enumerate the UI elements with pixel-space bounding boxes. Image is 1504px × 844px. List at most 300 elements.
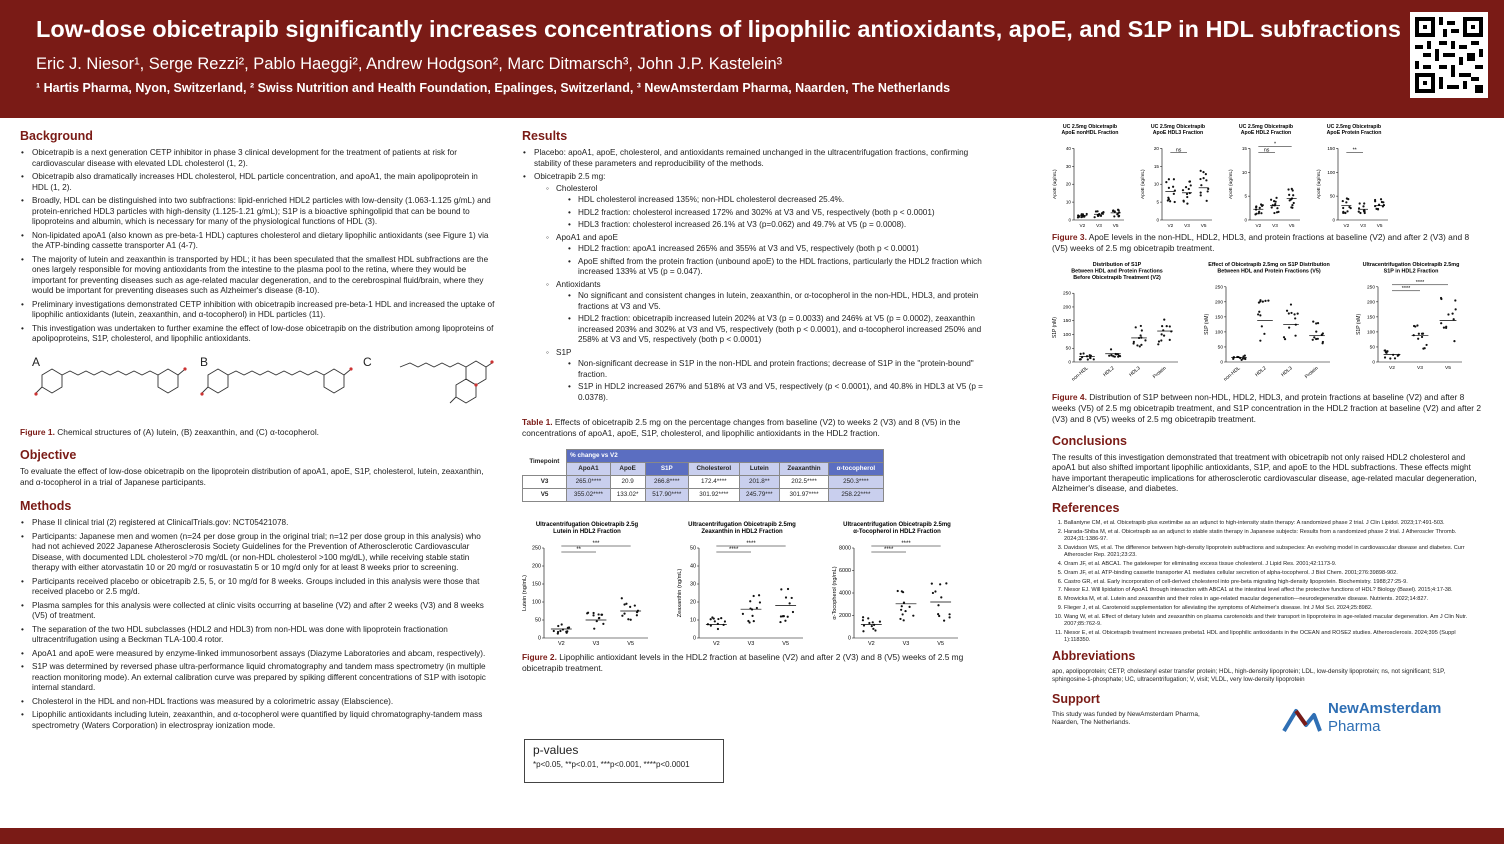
results-heading: Results	[522, 129, 568, 143]
data-point	[1292, 194, 1294, 196]
data-point	[862, 630, 864, 632]
y-tick-label: 10	[1241, 169, 1247, 175]
data-point	[1454, 299, 1456, 301]
data-point	[1112, 355, 1114, 357]
y-tick-label: 150	[1327, 145, 1335, 151]
data-point	[1110, 354, 1112, 356]
significance-label: ****	[1401, 285, 1411, 292]
y-tick-label: 30	[1065, 163, 1071, 169]
x-tick-label: V3	[592, 641, 600, 648]
data-point	[937, 613, 939, 615]
data-point	[1389, 357, 1391, 359]
y-tick-label: 0	[538, 635, 541, 642]
figure-1-caption	[20, 427, 496, 438]
y-axis-label: Lutein (ng/mL)	[522, 574, 528, 612]
data-point	[1080, 353, 1082, 355]
data-point	[943, 620, 945, 622]
data-point	[1418, 332, 1420, 334]
data-point	[1244, 354, 1246, 356]
table-1-cell: 258.22****	[828, 488, 883, 501]
data-point	[1118, 215, 1120, 217]
table-1-timepoint: V5	[523, 488, 567, 501]
data-point	[948, 616, 950, 618]
data-point	[634, 605, 636, 607]
table-1-caption-label: Table 1.	[522, 417, 553, 427]
table-1-span-header: % change vs V2	[567, 449, 884, 462]
methods-list	[20, 518, 496, 731]
data-point	[1190, 184, 1192, 186]
data-point	[783, 615, 785, 617]
results-group	[546, 348, 992, 404]
results-group-items	[568, 244, 992, 278]
chart-title: ApoE HDL3 Fraction	[1152, 130, 1204, 137]
data-point	[780, 588, 782, 590]
y-tick-label: 15	[1153, 163, 1159, 169]
data-point	[596, 620, 598, 622]
data-point	[1342, 207, 1344, 209]
data-point	[937, 604, 939, 606]
results-item: • Non-significant decrease in S1P in the non-HDL and protein fractions; decrease of S1P in the "protein-bound" fraction.	[568, 359, 992, 380]
data-point	[1275, 197, 1277, 199]
y-tick-label: 5	[1156, 199, 1159, 205]
data-point	[872, 621, 874, 623]
data-point	[1203, 177, 1205, 179]
data-point	[1259, 339, 1261, 341]
data-point	[1108, 354, 1110, 356]
data-point	[1262, 300, 1264, 302]
data-point	[940, 596, 942, 598]
methods-bullet: • Cholesterol in the HDL and non-HDL fractions was measured by a colorimetric assay (Elabscience).	[20, 697, 496, 708]
y-tick-label: 20	[1153, 145, 1159, 151]
data-point	[791, 597, 793, 599]
results-group-items	[568, 359, 992, 403]
y-tick-label: 6000	[839, 568, 851, 575]
data-point	[879, 621, 881, 623]
data-point	[1094, 216, 1096, 218]
x-tick-label: V3	[902, 641, 910, 648]
data-point	[1322, 341, 1324, 343]
y-tick-label: 20	[690, 599, 696, 606]
data-point	[1348, 206, 1350, 208]
chart-title: ApoE nonHDL Fraction	[1061, 130, 1119, 137]
methods-bullet: • Plasma samples for this analysis were collected at clinic visits occurring at baseline (V2) and after 2 weeks (V3) and 8 weeks (V5) of treatment.	[20, 601, 496, 622]
data-point	[1161, 333, 1163, 335]
data-point	[1261, 205, 1263, 207]
data-point	[785, 596, 787, 598]
objective-heading: Objective	[20, 448, 77, 463]
data-point	[1261, 325, 1263, 327]
data-point	[1315, 322, 1317, 324]
figure-4-caption	[1052, 392, 1482, 425]
table-1-cell: 250.3****	[828, 475, 883, 488]
x-tick-label: V5	[1376, 223, 1383, 228]
x-tick-label: V5	[782, 641, 790, 648]
data-point	[1317, 338, 1319, 340]
chart-title: Ultracentrifugation Obicetrapib 2.5mg	[688, 522, 796, 529]
results-item: • HDL3 fraction: cholesterol increased 26.1% at V3 (p=0.062) and 49.7% at V5 (p = 0.0008).	[568, 220, 992, 231]
data-point	[1421, 336, 1423, 338]
data-point	[1173, 178, 1175, 180]
chemical-structures-icon	[20, 353, 496, 423]
table-1-column-header: Lutein	[739, 462, 780, 475]
chart-title: Before Obicetrapib Treatment (V2)	[1073, 274, 1161, 281]
data-point	[903, 602, 905, 604]
y-tick-label: 0	[848, 635, 851, 642]
data-point	[1174, 201, 1176, 203]
table-1-cell: 517.90****	[645, 488, 689, 501]
data-point	[1359, 202, 1361, 204]
data-point	[717, 628, 719, 630]
y-tick-label: 10	[1065, 199, 1071, 205]
affiliation-list: ¹ Hartis Pharma, Nyon, Switzerland, ² Swiss Nutrition and Health Foundation, Epalinges, Switzerland, ³ NewAmsterdam Pharma, Naarden, The Netherlands	[36, 81, 951, 95]
results-item: • HDL2 fraction: obicetrapib increased lutein 202% at V3 (p = 0.0033) and 246% at V5 (p = 0.0002), zeaxanthin increased 203% and 302% at V3 and V5, respectively (both p < 0.0001), and α-tocopherol increased 250% and 258% at V3 and V5, respectively (both p < 0.0001)	[568, 314, 992, 346]
data-point	[1258, 301, 1260, 303]
data-point	[621, 615, 623, 617]
y-axis-label: ApoE (ug/mL)	[1317, 169, 1322, 200]
background-bullet: • This investigation was undertaken to further examine the effect of low-dose obicetrapib on the distribution among lipoproteins of apolipoproteins, S1P, cholesterol, and lipophilic antioxidants.	[20, 324, 496, 345]
data-point	[1453, 340, 1455, 342]
p-values-text: *p<0.05, **p<0.01, ***p<0.001, ****p<0.0001	[533, 760, 690, 769]
reference-item: 9. Flieger J, et al. Carotenoid supplementation for alleviating the symptoms of Alzheimer's disease. Int J Mol Sci. 2024;25:8982.	[1064, 605, 1482, 612]
data-point	[1394, 357, 1396, 359]
data-point	[598, 617, 600, 619]
figure-4-charts	[1052, 258, 1482, 388]
data-point	[1258, 211, 1260, 213]
data-point	[904, 610, 906, 612]
chart-title: Ultracentrifugation Obicetrapib 2.5mg	[843, 522, 951, 529]
data-point	[1315, 330, 1317, 332]
y-axis-label: S1P (nM)	[1052, 316, 1058, 338]
data-point	[1200, 194, 1202, 196]
data-point	[559, 630, 561, 632]
data-point	[714, 620, 716, 622]
data-point	[873, 624, 875, 626]
table-1-cell: 172.4****	[689, 475, 739, 488]
column-left	[20, 122, 496, 734]
y-tick-label: 0	[693, 635, 696, 642]
y-tick-label: 50	[690, 545, 696, 552]
results-item: • HDL2 fraction: apoA1 increased 265% and 355% at V3 and V5, respectively (both p < 0.0001)	[568, 244, 992, 255]
logo-line-2: Pharma	[1328, 717, 1381, 735]
data-point	[711, 616, 713, 618]
y-tick-label: 0	[1332, 217, 1335, 223]
y-tick-label: 100	[532, 599, 541, 606]
data-point	[592, 614, 594, 616]
data-point	[900, 609, 902, 611]
results-list	[522, 148, 992, 403]
data-point	[948, 613, 950, 615]
x-tick-label: V3	[1272, 223, 1278, 228]
background-list	[20, 148, 496, 345]
data-point	[623, 613, 625, 615]
data-point	[592, 612, 594, 614]
data-point	[1185, 186, 1187, 188]
data-point	[717, 618, 719, 620]
data-point	[1132, 342, 1134, 344]
data-point	[636, 611, 638, 613]
data-point	[934, 590, 936, 592]
y-tick-label: 4000	[839, 590, 851, 597]
background-heading: Background	[20, 129, 93, 143]
y-tick-label: 250	[1062, 291, 1071, 297]
data-point	[1273, 200, 1275, 202]
reference-item: 7. Niesor EJ. Will lipidation of ApoA1 through interaction with ABCA1 at the intestinal level affect the protective functions of HDL? Biology (Basel). 2015;4:17-38.	[1064, 587, 1482, 594]
data-point	[1082, 352, 1084, 354]
data-point	[1344, 212, 1346, 214]
data-point	[1136, 344, 1138, 346]
significance-label: ****	[746, 541, 756, 548]
table-1-timepoint-header: Timepoint	[523, 449, 567, 475]
x-tick-label: V3	[1184, 223, 1190, 228]
x-tick-label: non-HDL	[1223, 366, 1242, 383]
data-point	[1440, 297, 1442, 299]
data-point	[1425, 344, 1427, 346]
p-values-box	[524, 739, 724, 783]
data-point	[1447, 313, 1449, 315]
logo-mark-icon	[1282, 701, 1322, 735]
table-1-column-header: S1P	[645, 462, 689, 475]
data-point	[1290, 312, 1292, 314]
results-group-label: ApoA1 and apoE	[556, 232, 618, 242]
data-point	[1263, 333, 1265, 335]
x-tick-label: V2	[1167, 223, 1174, 228]
table-1-column-header: Cholesterol	[689, 462, 739, 475]
table-row	[523, 475, 884, 488]
y-tick-label: 200	[1366, 300, 1375, 306]
data-point	[1362, 205, 1364, 207]
table-1-column-header: α-tocopherol	[828, 462, 883, 475]
x-tick-label: non-HDL	[1071, 366, 1090, 383]
data-point	[1271, 206, 1273, 208]
data-point	[629, 606, 631, 608]
table-1-caption-text: Effects of obicetrapib 2.5 mg on the percentage changes from baseline (V2) to weeks 2 (V3) and 8 (V5) in the concentrations of apoA1, apoE, S1P, cholesterol, and lipophilic antioxidants in the HDL2 fraction.	[522, 417, 961, 438]
x-tick-label: HDL3	[1128, 366, 1142, 378]
x-tick-label: HDL2	[1254, 366, 1268, 378]
data-point	[1276, 207, 1278, 209]
data-point	[1345, 201, 1347, 203]
data-point	[780, 615, 782, 617]
data-point	[1206, 200, 1208, 202]
y-tick-label: 40	[1065, 145, 1071, 151]
data-point	[756, 607, 758, 609]
figure-2-charts	[522, 518, 992, 648]
data-point	[601, 614, 603, 616]
chart-title: α-Tocopherol in HDL2 Fraction	[853, 529, 941, 536]
data-point	[1182, 189, 1184, 191]
results-group-label: Antioxidants	[556, 279, 601, 289]
y-tick-label: 100	[1062, 332, 1071, 338]
data-point	[566, 632, 568, 634]
data-point	[1292, 189, 1294, 191]
significance-label: ***	[592, 541, 600, 548]
data-point	[1287, 188, 1289, 190]
data-point	[1079, 358, 1081, 360]
data-point	[899, 618, 901, 620]
methods-bullet: • Participants received placebo or obicetrapib 2.5, 5, or 10 mg/d for 8 weeks. Groups included in this analysis were those that received placebo or 2.5 mg/d.	[20, 577, 496, 598]
figure-2-caption-label: Figure 2.	[522, 652, 557, 663]
data-point	[1081, 213, 1083, 215]
data-point	[724, 620, 726, 622]
data-point	[932, 592, 934, 594]
data-point	[753, 595, 755, 597]
reference-item: 3. Davidson WS, et al. The difference between high-density lipoprotein subfractions and subspecies: An evolving model in cardiovascular disease and diabetes. Curr Atheroscler Rep. 2021;23:23.	[1064, 545, 1482, 559]
data-point	[1089, 354, 1091, 356]
chart-title: ApoE Protein Fraction	[1326, 130, 1382, 137]
data-point	[792, 611, 794, 613]
results-group-items	[568, 291, 992, 346]
data-point	[1384, 356, 1386, 358]
reference-item: 1. Ballantyne CM, et al. Obicetrapib plus ezetimibe as an adjunct to high-intensity statin therapy: A randomized phase 2 trial. J Clin Lipidol. 2023;17:491-503.	[1064, 520, 1482, 527]
data-point	[897, 590, 899, 592]
x-tick-label: V5	[627, 641, 635, 648]
y-tick-label: 20	[1065, 181, 1071, 187]
y-tick-label: 0	[1244, 217, 1247, 223]
figure-3-caption	[1052, 232, 1482, 254]
data-point	[1440, 322, 1442, 324]
data-point	[1317, 322, 1319, 324]
y-tick-label: 250	[532, 545, 541, 552]
data-point	[1259, 207, 1261, 209]
data-point	[868, 622, 870, 624]
x-tick-label: HDL3	[1280, 366, 1294, 378]
data-point	[720, 617, 722, 619]
data-point	[903, 619, 905, 621]
background-bullet: • Preliminary investigations demonstrated CETP inhibition with obicetrapib increased pre-beta-1 HDL and increased the uptake of lipophilic antioxidants (lutein, zeaxanthin, and α-tocopherol) in HDL particles (11).	[20, 300, 496, 321]
data-point	[867, 617, 869, 619]
methods-bullet: • Lipophilic antioxidants including lutein, zeaxanthin, and α-tocopherol were quantified by liquid chromatography-tandem mass spectrometry (Waters Corporation) in electrospray ionization mode.	[20, 710, 496, 731]
data-point	[723, 624, 725, 626]
data-point	[1259, 314, 1261, 316]
significance-label: ns	[1175, 147, 1182, 154]
data-point	[1313, 336, 1315, 338]
data-point	[939, 583, 941, 585]
data-point	[1186, 203, 1188, 205]
support-heading: Support	[1052, 691, 1100, 706]
results-item: • HDL cholesterol increased 135%; non-HDL cholesterol decreased 25.4%.	[568, 195, 992, 206]
data-point	[1163, 318, 1165, 320]
data-point	[1165, 181, 1167, 183]
data-point	[1169, 325, 1171, 327]
chart-title: ApoE HDL2 Fraction	[1240, 130, 1292, 137]
table-1-body	[523, 475, 884, 501]
data-point	[749, 600, 751, 602]
chart-title: UC 2.5mg Obicetrapib	[1238, 124, 1294, 130]
background-bullet: • Obicetrapib also dramatically increases HDL cholesterol, HDL particle concentration, and apoA1, the main apolipoprotein in HDL (1, 2).	[20, 172, 496, 193]
data-point	[1342, 200, 1344, 202]
data-point	[1294, 317, 1296, 319]
data-point	[1199, 178, 1201, 180]
data-point	[1097, 215, 1099, 217]
data-point	[1288, 312, 1290, 314]
data-point	[1398, 354, 1400, 356]
data-point	[1255, 213, 1257, 215]
data-point	[1374, 200, 1376, 202]
chart-title: Between HDL and Protein Fractions	[1071, 268, 1163, 275]
methods-bullet: • The separation of the two HDL subclasses (HDL2 and HDL3) from non-HDL was done with lipoprotein fractionation ultracentrifugation using a Beckman TLA-100.4 rotor.	[20, 625, 496, 646]
data-point	[1160, 339, 1162, 341]
x-tick-label: HDL2	[1102, 366, 1116, 378]
table-1-cell: 201.8**	[739, 475, 780, 488]
x-tick-label: V3	[1417, 365, 1423, 371]
data-point	[871, 625, 873, 627]
chart-title: UC 2.5mg Obicetrapib	[1326, 124, 1382, 130]
x-tick-label: V2	[1343, 223, 1350, 228]
data-point	[1289, 199, 1291, 201]
data-point	[602, 623, 604, 625]
reference-item: 10. Wang W, et al. Effect of dietary lutein and zeaxanthin on plasma carotenoids and their transport in lipoproteins in age-related macular degeneration. Am J Clin Nutr. 2007;85:762-9.	[1064, 614, 1482, 628]
author-list: Eric J. Niesor¹, Serge Rezzi², Pablo Haeggi², Andrew Hodgson², Marc Ditmarsch³, John J.P. Kastelein³	[36, 55, 783, 73]
data-point	[557, 632, 559, 634]
chart-title: Between HDL and Protein Fractions (V5)	[1217, 268, 1321, 275]
qr-code[interactable]	[1410, 12, 1488, 98]
table-1-cell: 355.02****	[567, 488, 611, 501]
logo-line-1: NewAmsterdam	[1328, 699, 1442, 717]
data-point	[1384, 349, 1386, 351]
data-point	[1381, 201, 1383, 203]
y-tick-label: 100	[1366, 330, 1375, 336]
data-point	[1200, 184, 1202, 186]
data-point	[1377, 208, 1379, 210]
figure-1-caption-text: Chemical structures of (A) lutein, (B) zeaxanthin, and (C) α-tocopherol.	[54, 426, 320, 437]
data-point	[627, 618, 629, 620]
data-point	[1205, 179, 1207, 181]
reference-item: 8. Mrowicka M, et al. Lutein and zeaxanthin and their roles in age-related macular degeneration—neurodegenerative disease. Nutrients. 2022;14:827.	[1064, 596, 1482, 603]
data-point	[748, 621, 750, 623]
data-point	[1416, 324, 1418, 326]
y-tick-label: 150	[532, 581, 541, 588]
y-axis-label: ApoE (ug/mL)	[1053, 169, 1058, 200]
data-point	[1258, 311, 1260, 313]
significance-label: **	[576, 547, 582, 554]
data-point	[621, 597, 623, 599]
data-point	[1110, 348, 1112, 350]
data-point	[1291, 204, 1293, 206]
results-item: • S1P in HDL2 increased 267% and 518% at V3 and V5, respectively (p < 0.0001), and 40.8% in HDL3 at V5 (p = 0.0378).	[568, 382, 992, 403]
x-tick-label: V3	[1360, 223, 1366, 228]
data-point	[1170, 330, 1172, 332]
data-point	[1274, 204, 1276, 206]
reference-item: 2. Harada-Shiba M, et al. Obicetrapib as an adjunct to stable statin therapy in Japanese subjects: Results from a randomized phase 2 trial. J Atheroscler Thromb. 2024;31:1386-97.	[1064, 529, 1482, 543]
data-point	[945, 582, 947, 584]
methods-bullet: • Participants: Japanese men and women (n=24 per dose group in the original trial; n=12 per dose group in this analysis) who had not achieved 2022 Japanese Atherosclerosis Society Guidelines for the Prevention of Atherosclerotic Cardiovascular Disease, with documented LDL cholesterol >70 mg/dL (or non-HDL cholesterol >100 mg/dL), while receiving stable statin therapy with either atorvastatin 10 or 20 mg/d or rosuvastatin 5 or 10 mg/d only for at least 8 weeks prior to screening.	[20, 532, 496, 574]
conclusions-text: The results of this investigation demonstrated that treatment with obicetrapib not only raised HDL2 cholesterol and apoA1 but also shifted important lipophilic antioxidants, S1P, and apoE to the HDL subfractions. These effects might have important therapeutic implications for atherosclerotic cardiovascular disease, age-related macular degeneration, Alzheimer's disease, and diabetes.	[1052, 452, 1477, 494]
data-point	[1202, 171, 1204, 173]
y-tick-label: 200	[1214, 300, 1223, 306]
data-point	[1173, 193, 1175, 195]
x-tick-label: V2	[1255, 223, 1262, 228]
data-point	[862, 619, 864, 621]
y-tick-label: 15	[1241, 145, 1247, 151]
chart-title: Ultracentrifugation Obicetrapib 2.5mg	[1362, 261, 1460, 268]
figure-1	[20, 353, 496, 423]
data-point	[1093, 358, 1095, 360]
conclusions-heading: Conclusions	[1052, 433, 1128, 448]
data-point	[1443, 326, 1445, 328]
data-point	[902, 613, 904, 615]
significance-label: **	[1352, 147, 1357, 154]
y-tick-label: 30	[690, 581, 696, 588]
data-point	[751, 615, 753, 617]
data-point	[1363, 210, 1365, 212]
table-1-column-header: ApoE	[610, 462, 645, 475]
data-point	[1189, 180, 1191, 182]
data-point	[1284, 338, 1286, 340]
poster-footer	[0, 828, 1504, 844]
y-tick-label: 40	[690, 563, 696, 570]
data-point	[561, 623, 563, 625]
figure-1-caption-label: Figure 1.	[20, 426, 55, 437]
figure-1-label-c: C	[363, 354, 372, 369]
